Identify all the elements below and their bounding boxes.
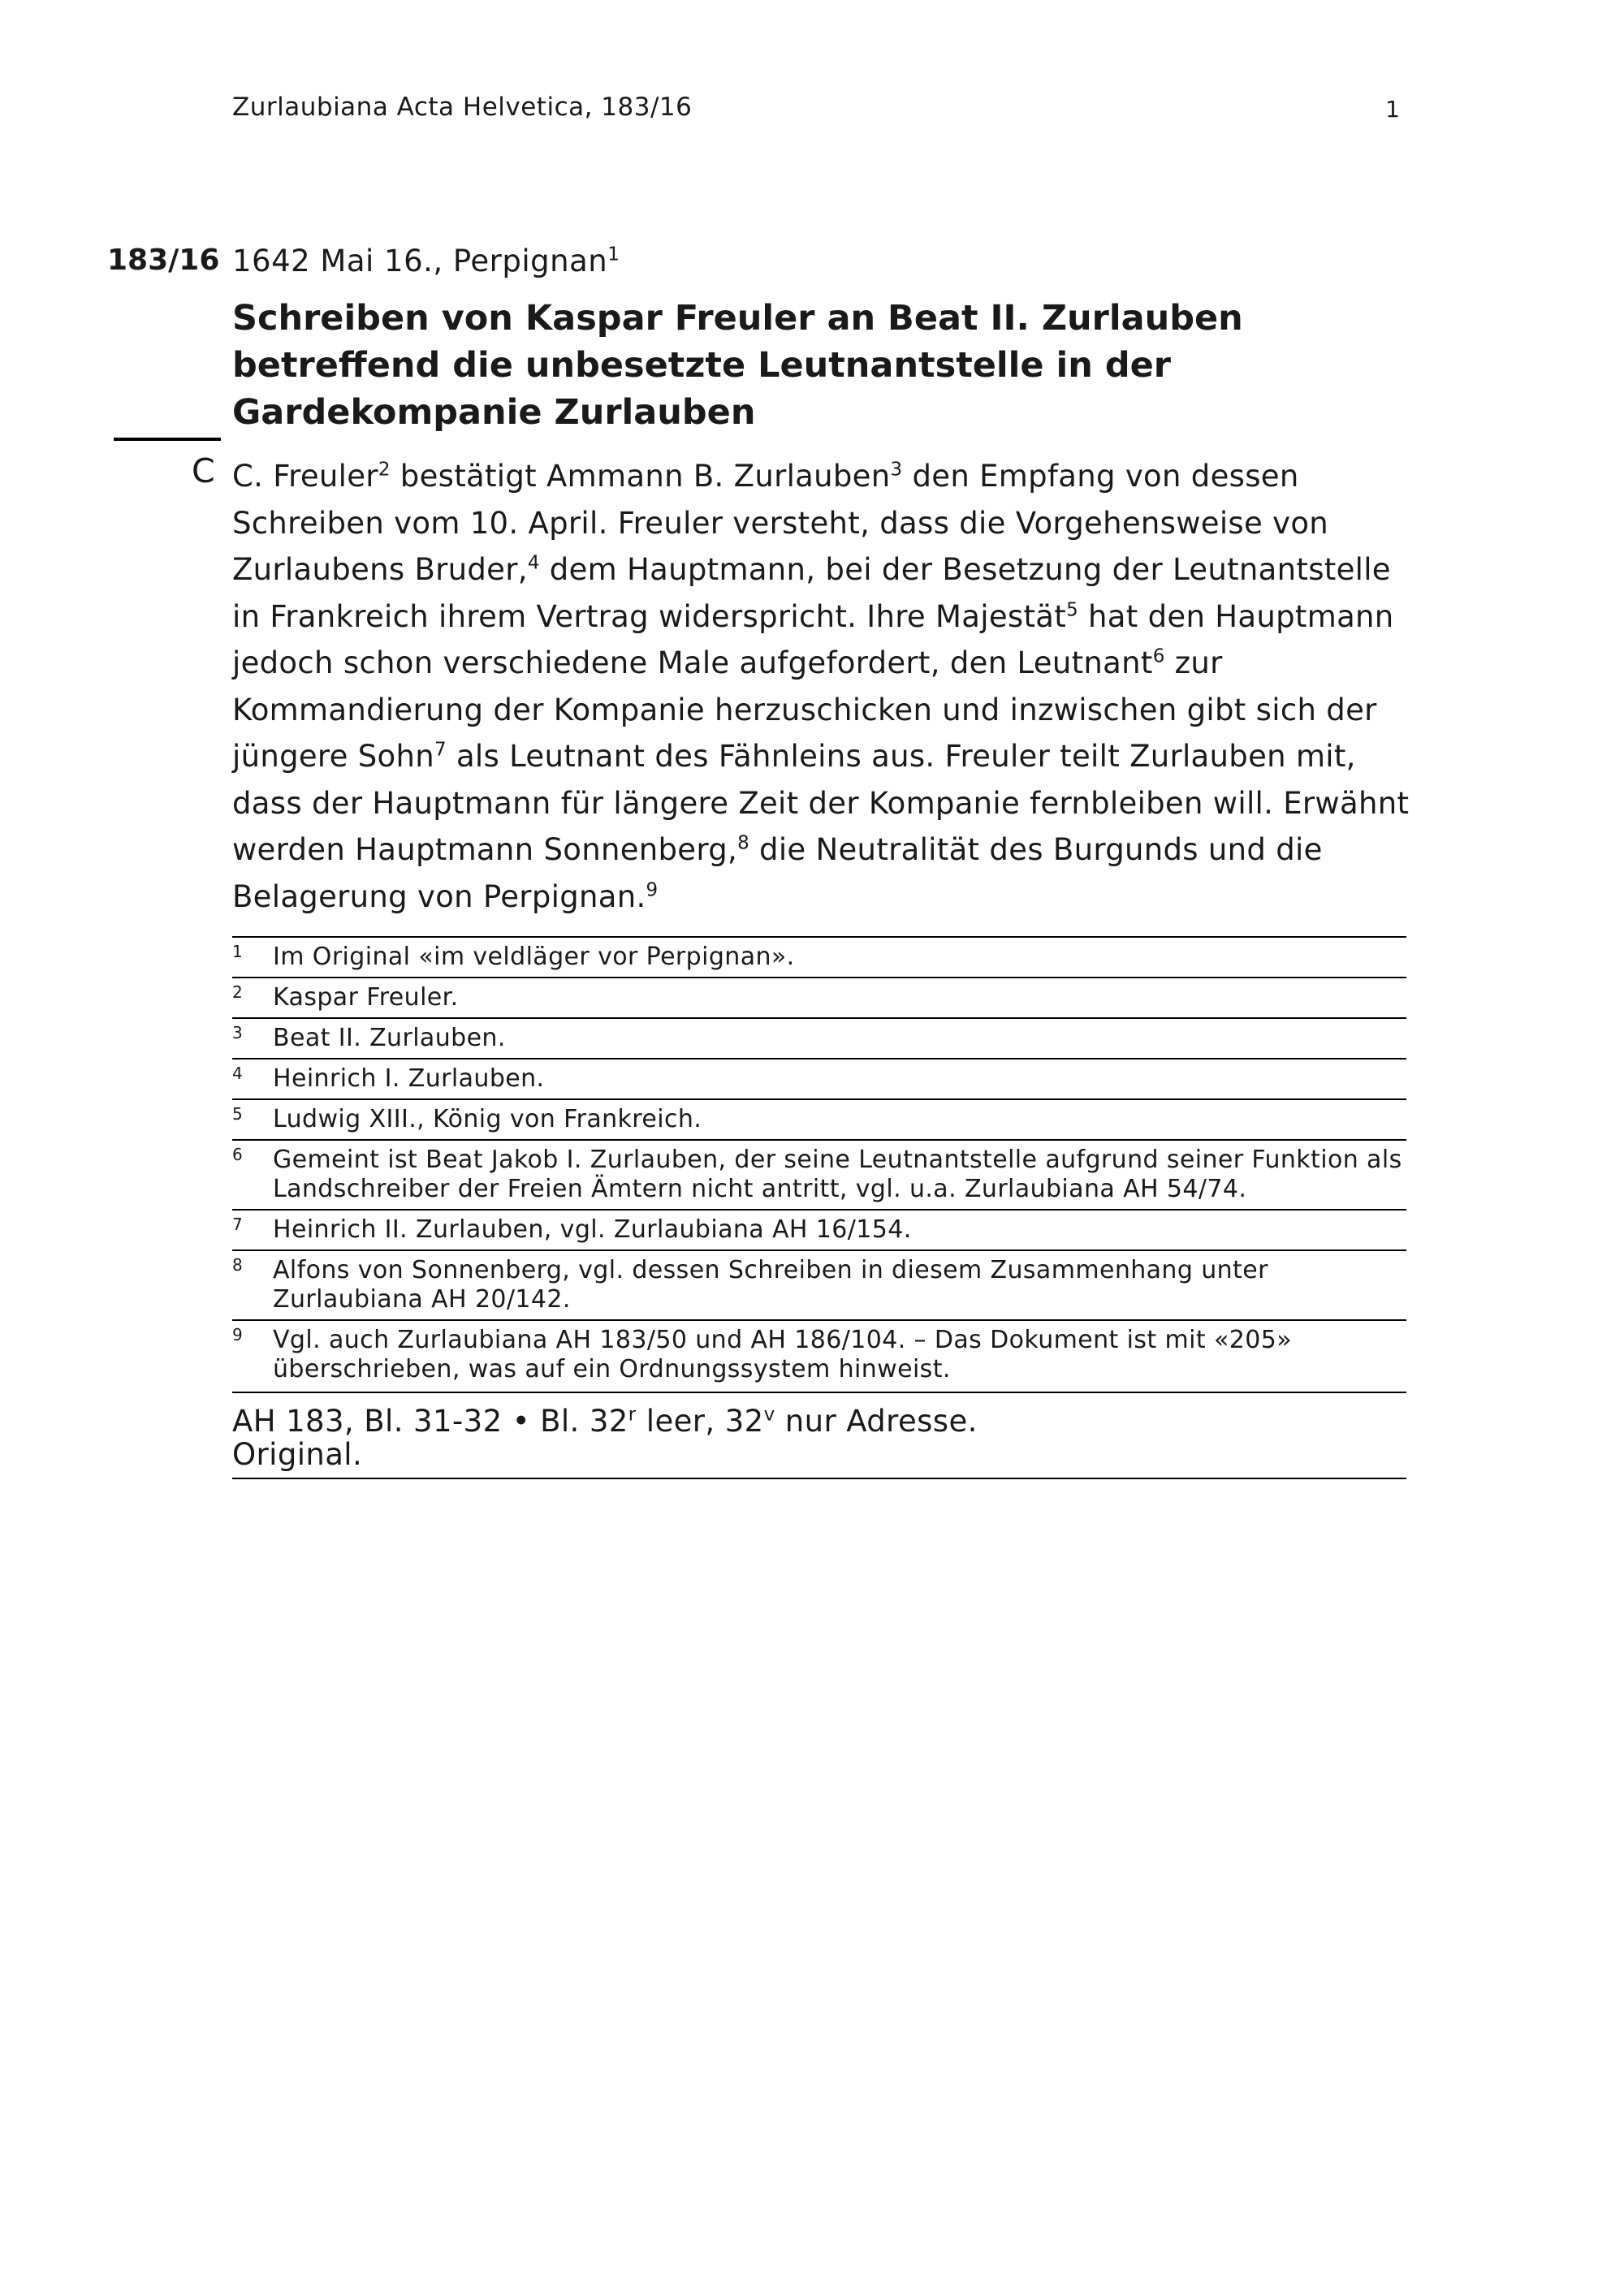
footnote bbox=[232, 1321, 1406, 1389]
date-place: 1642 Mai 16., Perpignan bbox=[232, 244, 608, 278]
footnote bbox=[232, 1251, 1406, 1321]
footnote-text: Alfons von Sonnenberg, vgl. dessen Schreiben in diesem Zusammenhang unter Zurlaubiana AH 20/142. bbox=[273, 1256, 1268, 1314]
footnote bbox=[232, 1211, 1406, 1251]
regest-text: als Leutnant des Fähnleins aus. Freuler teilt Zurlauben mit, dass der Hauptmann für längere Zeit der Kompanie fernbleiben will. Erwähnt werden Hauptmann Sonnenberg, bbox=[232, 739, 1410, 867]
regest-text: hat den Hauptmann jedoch schon verschiedene Male aufgefordert, den Leutnant bbox=[232, 598, 1394, 680]
footnote-text: Heinrich I. Zurlauben. bbox=[273, 1064, 545, 1093]
recto-marker: r bbox=[628, 1404, 637, 1426]
footnote-number: 8 bbox=[232, 1255, 243, 1275]
footnote-number: 5 bbox=[232, 1104, 243, 1124]
page-number: 1 bbox=[1385, 96, 1400, 123]
regest-text: dem Hauptmann, bei der Besetzung der Leutnantstelle in Frankreich ihrem Vertrag widerspricht. Ihre Majestät bbox=[232, 552, 1391, 634]
source-line-original: Original. bbox=[232, 1437, 363, 1472]
source-text: AH 183, Bl. 31-32 • Bl. 32 bbox=[232, 1404, 628, 1439]
margin-letter: C bbox=[192, 451, 215, 490]
footnote-ref[interactable]: 2 bbox=[378, 459, 391, 481]
regest-text: zur Kommandierung der Kompanie herzuschicken und inzwischen gibt sich der jüngere Sohn bbox=[232, 645, 1377, 774]
footnote bbox=[232, 978, 1406, 1019]
footnote-text: Beat II. Zurlauben. bbox=[273, 1024, 506, 1052]
footnote-number: 4 bbox=[232, 1064, 243, 1083]
footnote bbox=[232, 1019, 1406, 1060]
date-place-line bbox=[232, 244, 620, 278]
regest-text: bestätigt Ammann B. Zurlauben bbox=[390, 459, 891, 494]
source-text: leer, 32 bbox=[636, 1404, 764, 1439]
footnote-number: 1 bbox=[232, 942, 243, 961]
margin-rule bbox=[114, 438, 221, 441]
footnote-number: 2 bbox=[232, 982, 243, 1002]
document-number: 183/16 bbox=[107, 244, 220, 277]
document-title: Schreiben von Kaspar Freuler an Beat II. Zurlauben betreffend die unbesetzte Leutnantstelle in der Gardekompanie Zurlauben bbox=[232, 298, 1243, 433]
regest-text: C. Freuler bbox=[232, 459, 378, 494]
footnote-text: Vgl. auch Zurlaubiana AH 183/50 und AH 186/104. – Das Dokument ist mit «205» überschrieben, was auf ein Ordnungssystem hinweist. bbox=[273, 1326, 1292, 1383]
regest-text: die Neutralität des Burgunds und die Belagerung von Perpignan. bbox=[232, 832, 1323, 914]
footnote bbox=[232, 1060, 1406, 1100]
regest-text: den Empfang von dessen Schreiben vom 10. April. Freuler versteht, dass die Vorgehensweise von Zurlaubens Bruder, bbox=[232, 459, 1329, 587]
regest-paragraph bbox=[232, 453, 1410, 920]
footnote-number: 9 bbox=[232, 1325, 243, 1344]
footnote-ref[interactable]: 7 bbox=[434, 739, 447, 761]
footnote bbox=[232, 1141, 1406, 1211]
verso-marker: v bbox=[763, 1404, 775, 1426]
footnote-ref[interactable]: 8 bbox=[737, 832, 749, 854]
footnote-ref[interactable]: 6 bbox=[1152, 645, 1165, 667]
footnote-text: Heinrich II. Zurlauben, vgl. Zurlaubiana AH 16/154. bbox=[273, 1215, 912, 1244]
footnote-text: Im Original «im veldläger vor Perpignan». bbox=[273, 943, 795, 971]
footnote-ref[interactable]: 3 bbox=[890, 459, 903, 481]
footnote-ref[interactable]: 4 bbox=[527, 552, 540, 574]
footnote-ref[interactable]: 5 bbox=[1066, 599, 1078, 621]
footnote-text: Kaspar Freuler. bbox=[273, 983, 459, 1012]
footnote-ref[interactable]: 1 bbox=[607, 244, 620, 265]
footnote-list bbox=[232, 936, 1406, 1389]
footnote-number: 6 bbox=[232, 1145, 243, 1164]
footnote-number: 3 bbox=[232, 1023, 243, 1042]
footnote bbox=[232, 1100, 1406, 1141]
source-block bbox=[232, 1392, 1406, 1479]
footnote-text: Ludwig XIII., König von Frankreich. bbox=[273, 1105, 702, 1133]
footnote-ref[interactable]: 9 bbox=[646, 879, 659, 901]
running-title: Zurlaubiana Acta Helvetica, 183/16 bbox=[232, 93, 693, 122]
source-text: nur Adresse. bbox=[775, 1404, 978, 1439]
footnote-text: Gemeint ist Beat Jakob I. Zurlauben, der seine Leutnantstelle aufgrund seiner Funktion als Landschreiber der Freien Ämtern nicht antritt, vgl. u.a. Zurlaubiana AH 54/74. bbox=[273, 1146, 1402, 1203]
footnote bbox=[232, 938, 1406, 978]
source-line bbox=[232, 1405, 1406, 1438]
footnote-number: 7 bbox=[232, 1215, 243, 1234]
